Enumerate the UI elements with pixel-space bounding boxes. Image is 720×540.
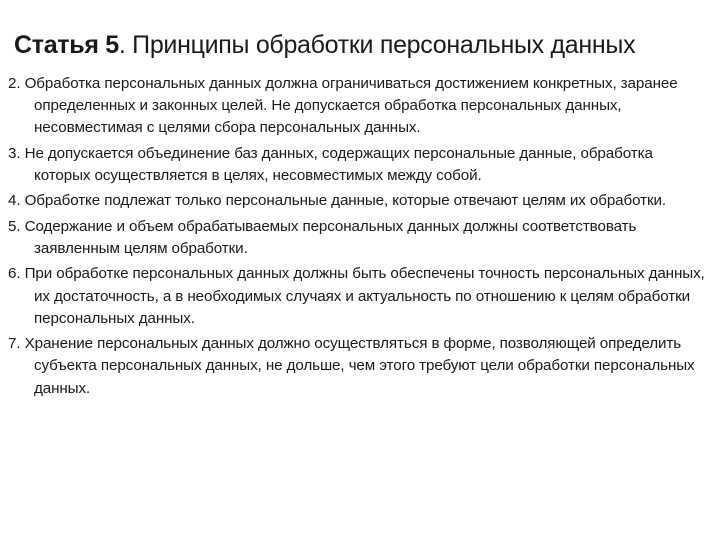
page-title	[14, 30, 714, 60]
article-number: Статья 5	[14, 31, 119, 59]
principle-item-5: 5. Содержание и объем обрабатываемых персональных данных должны соответствовать заявленным целям обработки.	[8, 217, 637, 257]
article-title: . Принципы обработки персональных данных	[118, 31, 636, 59]
principle-item-7: 7. Хранение персональных данных должно осуществляться в форме, позволяющей определить субъекта персональных данных, не дольше, чем этого требуют цели обработки персональных данных.	[8, 335, 695, 397]
principle-item-4: 4. Обработке подлежат только персональные данные, которые отвечают целям их обработки.	[8, 192, 667, 210]
principles-list	[8, 73, 712, 403]
principle-item-3: 3. Не допускается объединение баз данных, содержащих персональные данные, обработка которых осуществляется в целях, несовместимых между собой.	[8, 144, 653, 184]
principle-item-2: 2. Обработка персональных данных должна ограничиваться достижением конкретных, заранее определенных и законных целей. Не допускается обработка персональных данных, несовместимая с целями сбора персональных данных.	[8, 75, 678, 137]
principle-item-6: 6. При обработке персональных данных должны быть обеспечены точность персональных данных, их достаточность, а в необходимых случаях и актуальность по отношению к целям обработки персональных данных.	[8, 265, 705, 327]
